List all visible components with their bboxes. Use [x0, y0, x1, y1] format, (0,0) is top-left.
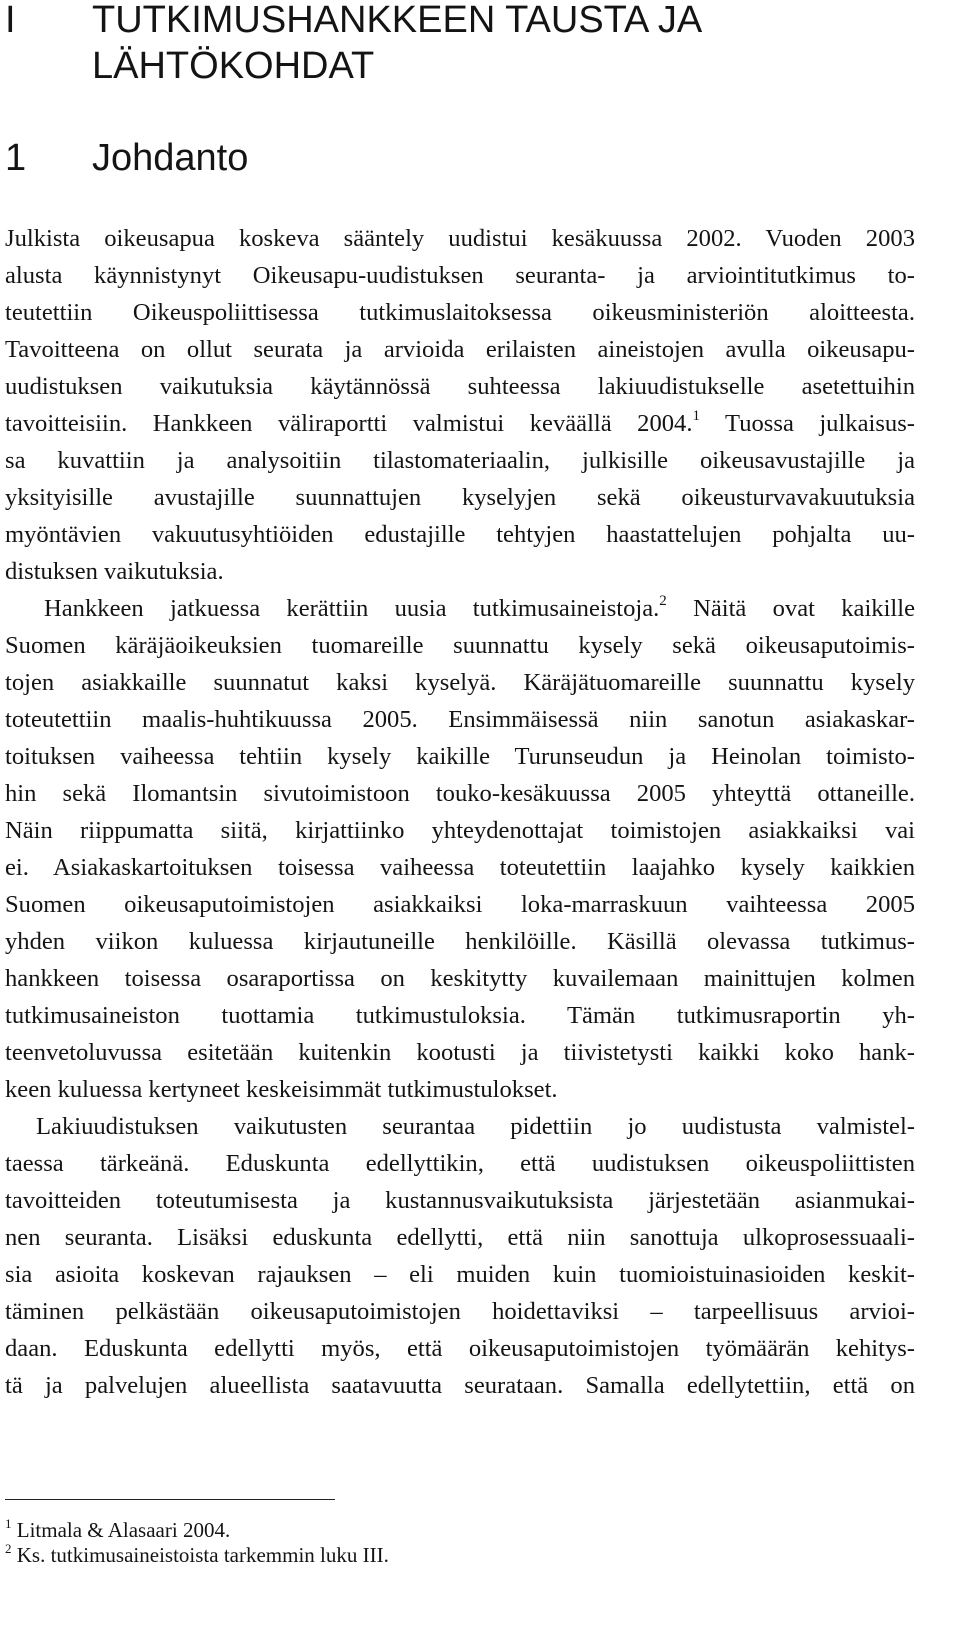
text-line: Suomen oikeusaputoimistojen asiakkaiksi loka-marraskuun vaihteessa 2005	[5, 891, 915, 918]
footnote-ref-2: 2	[659, 593, 667, 609]
text-line: tojen asiakkaille suunnatut kaksi kyselyä. Käräjätuomareille suunnattu kysely	[5, 669, 915, 696]
text-line: taessa tärkeänä. Eduskunta edellyttikin, että uudistuksen oikeuspoliittisten	[5, 1150, 915, 1177]
footnote-2	[5, 1542, 389, 1568]
section-number: 1	[5, 137, 27, 179]
text-line: ei. Asiakaskartoituksen toisessa vaiheessa toteutettiin laajahko kysely kaikkien	[5, 854, 915, 881]
text-line: teenvetoluvussa esitetään kuitenkin kootusti ja tiivistetysti kaikki koko hank-	[5, 1039, 915, 1066]
text-line: sia asioita koskevan rajauksen – eli muiden kuin tuomioistuinasioiden keskit-	[5, 1261, 915, 1288]
text-segment: Tuossa julkaisus-	[700, 410, 915, 437]
text-line: teutettiin Oikeuspoliittisessa tutkimuslaitoksessa oikeusministeriön aloitteesta.	[5, 299, 915, 326]
text-line: tä ja palvelujen alueellista saatavuutta seurataan. Samalla edellytettiin, että on	[5, 1372, 915, 1399]
footnote-divider	[5, 1499, 335, 1500]
text-line: distuksen vaikutuksia.	[5, 558, 224, 585]
text-line: Tavoitteena on ollut seurata ja arvioida erilaisten aineistojen avulla oikeusapu-	[5, 336, 915, 363]
text-line: uudistuksen vaikutuksia käytännössä suhteessa lakiuudistukselle asetettuihin	[5, 373, 915, 400]
chapter-title-line-1: TUTKIMUSHANKKEEN TAUSTA JA	[92, 0, 703, 41]
text-line: tavoitteiden toteutumisesta ja kustannusvaikutuksista järjestetään asianmukai-	[5, 1187, 915, 1214]
text-line: toituksen vaiheessa tehtiin kysely kaikille Turunseudun ja Heinolan toimisto-	[5, 743, 915, 770]
footnote-1	[5, 1517, 230, 1543]
footnote-ref-1: 1	[692, 408, 700, 424]
text-line: tutkimusaineiston tuottamia tutkimustuloksia. Tämän tutkimusraportin yh-	[5, 1002, 915, 1029]
footnote-text: Ks. tutkimusaineistoista tarkemmin luku III.	[11, 1543, 389, 1567]
text-line	[44, 594, 915, 624]
footnote-mark: 2	[5, 1541, 12, 1556]
text-line: yhden viikon kuluessa kirjautuneille henkilöille. Käsillä olevassa tutkimus-	[5, 928, 915, 955]
section-title: Johdanto	[92, 137, 249, 179]
footnote-mark: 1	[5, 1516, 12, 1531]
text-line: yksityisille avustajille suunnattujen kyselyjen sekä oikeusturvavakuutuksia	[5, 484, 915, 511]
chapter-number: I	[5, 0, 16, 41]
text-line: Suomen käräjäoikeuksien tuomareille suunnattu kysely sekä oikeusaputoimis-	[5, 632, 915, 659]
text-segment: Hankkeen jatkuessa kerättiin uusia tutkimusaineistoja.	[44, 595, 660, 622]
text-line: daan. Eduskunta edellytti myös, että oikeusaputoimistojen työmäärän kehitys-	[5, 1335, 915, 1362]
text-line: Lakiuudistuksen vaikutusten seurantaa pidettiin jo uudistusta valmistel-	[36, 1113, 915, 1140]
text-line: alusta käynnistynyt Oikeusapu-uudistuksen seuranta- ja arviointitutkimus to-	[5, 262, 915, 289]
chapter-heading	[0, 0, 960, 94]
text-line: myöntävien vakuutusyhtiöiden edustajille tehtyjen haastattelujen pohjalta uu-	[5, 521, 915, 548]
text-line: sa kuvattiin ja analysoitiin tilastomateriaalin, julkisille oikeusavustajille ja	[5, 447, 915, 474]
text-line: hankkeen toisessa osaraportissa on keskitytty kuvailemaan mainittujen kolmen	[5, 965, 915, 992]
text-line: keen kuluessa kertyneet keskeisimmät tutkimustulokset.	[5, 1076, 558, 1103]
text-line: täminen pelkästään oikeusaputoimistojen hoidettaviksi – tarpeellisuus arvioi-	[5, 1298, 915, 1325]
text-line	[5, 409, 915, 439]
text-segment: tavoitteisiin. Hankkeen väliraportti valmistui keväällä 2004.	[5, 410, 693, 437]
text-line: nen seuranta. Lisäksi eduskunta edellytti, että niin sanottuja ulkoprosessuaali-	[5, 1224, 915, 1251]
chapter-title-line-2: LÄHTÖKOHDAT	[92, 45, 375, 87]
section-heading	[0, 136, 960, 182]
text-segment: Näitä ovat kaikille	[666, 595, 915, 622]
footnote-text: Litmala & Alasaari 2004.	[11, 1518, 231, 1542]
text-line: hin sekä Ilomantsin sivutoimistoon touko-kesäkuussa 2005 yhteyttä ottaneille.	[5, 780, 915, 807]
text-line: Näin riippumatta siitä, kirjattiinko yhteydenottajat toimistojen asiakkaiksi vai	[5, 817, 915, 844]
text-line: Julkista oikeusapua koskeva sääntely uudistui kesäkuussa 2002. Vuoden 2003	[5, 225, 915, 252]
text-line: toteutettiin maalis-huhtikuussa 2005. Ensimmäisessä niin sanotun asiakaskar-	[5, 706, 915, 733]
